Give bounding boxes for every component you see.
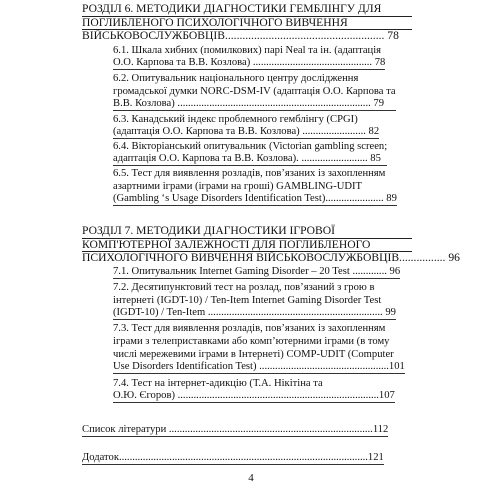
toc-entry-6-4[interactable] bbox=[113, 140, 387, 166]
section-6-heading[interactable] bbox=[82, 3, 412, 43]
entry-line: числі мережевими іграми в Інтернеті) COMP-UDIT (Computer bbox=[113, 349, 394, 360]
section-7-heading[interactable] bbox=[82, 224, 460, 265]
toc-entry-7-1[interactable] bbox=[113, 266, 400, 279]
heading-line: РОЗДІЛ 7. МЕТОДИКИ ДІАГНОСТИКИ ІГРОВОЇ bbox=[82, 225, 412, 239]
entry-line: (IGDT-10) / Ten-Item .................................................................. 99 bbox=[113, 307, 396, 320]
toc-entry-6-5[interactable] bbox=[113, 167, 397, 206]
heading-line: КОМП'ЮТЕРНОЇ ЗАЛЕЖНОСТІ ДЛЯ ПОГЛИБЛЕНОГО bbox=[82, 239, 412, 253]
heading-line: ПСИХОЛОГІЧНОГО ВИВЧЕННЯ ВІЙСЬКОВОСЛУЖБОВЦІВ................ 96 bbox=[82, 251, 460, 265]
entry-line: О.О. Карпова та В.В. Козлова) ............................................. 78 bbox=[113, 57, 385, 70]
entry-line: 6.5. Тест для виявлення розладів, пов’язаних із захопленням bbox=[113, 168, 386, 179]
entry-line: іграми з телеприставками або комп’ютерними іграми (в тому bbox=[113, 336, 390, 347]
entry-line: 7.1. Опитувальник Internet Gaming Disorder – 20 Test ............. 96 bbox=[113, 266, 400, 279]
entry-line: 7.2. Десятипунктовий тест на розлад, пов’язаний з грою в bbox=[113, 282, 375, 293]
toc-entry-7-3[interactable] bbox=[113, 322, 405, 374]
entry-line: Use Disorders Identification Test) .................................................101 bbox=[113, 361, 405, 374]
page-number: 4 bbox=[248, 472, 254, 484]
entry-line: інтернеті (IGDT-10) / Ten-Item Internet Gaming Disorder Test bbox=[113, 295, 382, 306]
toc-bibliography[interactable] bbox=[82, 424, 388, 437]
entry-line: 6.3. Канадський індекс проблемного гемблінгу (CPGI) bbox=[113, 114, 358, 125]
entry-line: (Gambling ‘s Usage Disorders Identification Test)...................... 89 bbox=[113, 193, 397, 206]
toc-entry-7-2[interactable] bbox=[113, 281, 396, 320]
entry-line: 6.2. Опитувальник національного центру дослідження bbox=[113, 73, 359, 84]
heading-line: РОЗДІЛ 6. МЕТОДИКИ ДІАГНОСТИКИ ГЕМБЛІНГУ ДЛЯ bbox=[82, 3, 412, 17]
toc-entry-6-3[interactable] bbox=[113, 113, 379, 139]
entry-line: 6.1. Шкала хибних (помилкових) парі Neal та ін. (адаптація bbox=[113, 45, 382, 56]
entry-line: Додаток..............................................................................................121 bbox=[82, 452, 384, 465]
entry-line: (адаптація О.О. Карпова та В.В. Козлова) ........................ 82 bbox=[113, 126, 379, 139]
entry-line: 7.4. Тест на інтернет-адикцію (Т.А. Нікітіна та bbox=[113, 378, 323, 389]
toc-entry-6-2[interactable] bbox=[113, 72, 396, 111]
entry-line: адаптація О.О. Карпова та В.В. Козлова). ......................... 85 bbox=[113, 153, 387, 166]
entry-line: Список літератури .............................................................................112 bbox=[82, 424, 388, 437]
toc-entry-6-1[interactable] bbox=[113, 44, 385, 70]
entry-line: О.Ю. Єгоров) ............................................................................107 bbox=[113, 390, 395, 403]
entry-line: азартними іграми (іграми на гроші) GAMBLING-UDIT bbox=[113, 181, 363, 192]
entry-line: 7.3. Тест для виявлення розладів, пов’язаних із захопленням bbox=[113, 323, 386, 334]
entry-line: громадської думки NORC-DSM-IV (адаптація О.О. Карпова та bbox=[113, 86, 396, 97]
toc-entry-7-4[interactable] bbox=[113, 377, 395, 403]
heading-line: ПОГЛИБЛЕНОГО ПСИХОЛОГІЧНОГО ВИВЧЕННЯ bbox=[82, 17, 412, 31]
toc-appendix[interactable] bbox=[82, 452, 384, 465]
entry-line: 6.4. Вікторіанський опитувальник (Victorian gambling screen; bbox=[113, 141, 388, 152]
heading-line: ВІЙСЬКОВОСЛУЖБОВЦІВ....................................................... 78 bbox=[82, 29, 399, 43]
entry-line: В.В. Козлова) ......................................................................... 79 bbox=[113, 98, 396, 111]
